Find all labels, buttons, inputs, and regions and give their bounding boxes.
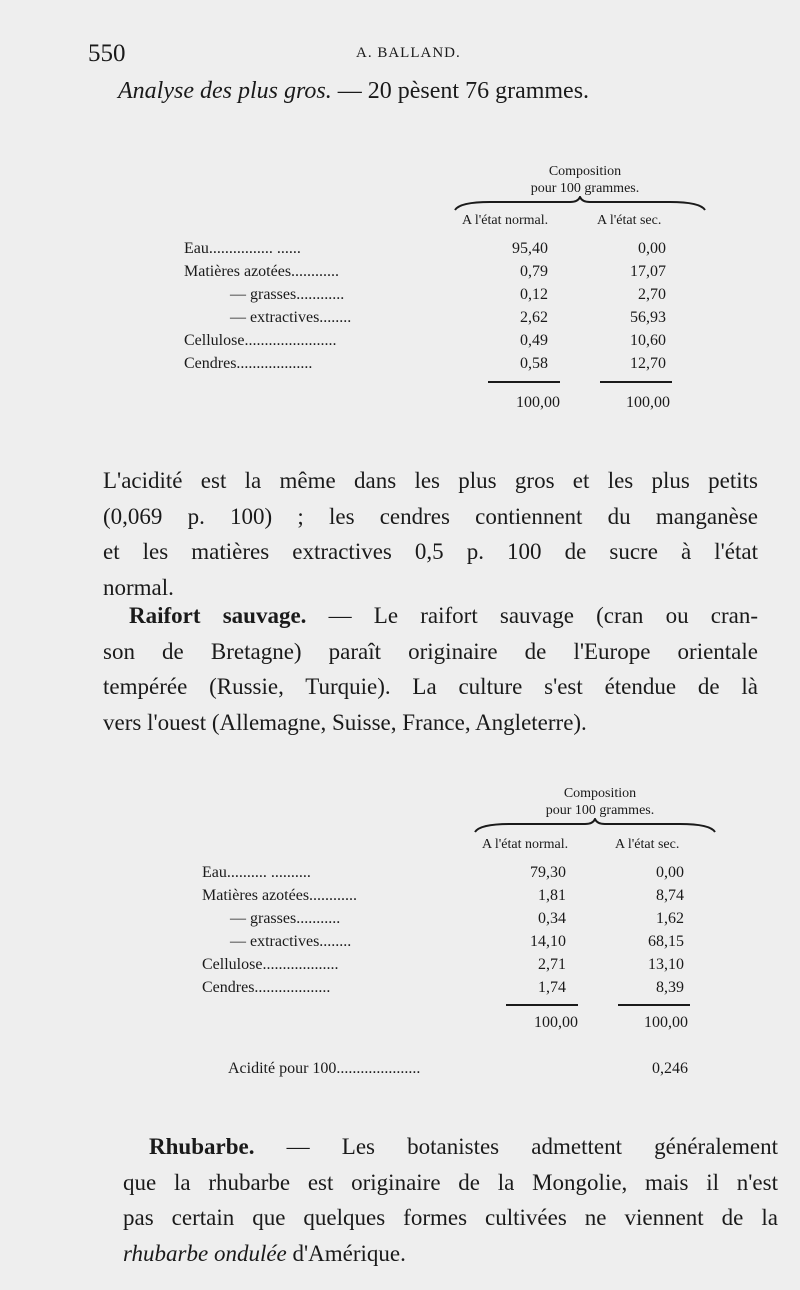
paragraph-line: L'acidité est la même dans les plus gros et les plus petits xyxy=(103,468,758,493)
paragraph-line: que la rhubarbe est originaire de la Mongolie, mais il n'est xyxy=(123,1169,778,1195)
table1-caption xyxy=(505,163,665,197)
table1-row-normal: 95,40 xyxy=(512,240,548,257)
table2-row-normal: 79,30 xyxy=(530,864,566,881)
table1-row-label: Eau................ ...... xyxy=(184,240,301,257)
table2-row-label: — extractives........ xyxy=(230,933,352,950)
intro-rest: — 20 pèsent 76 grammes. xyxy=(331,78,590,104)
paragraph-line-text: d'Amérique. xyxy=(286,1240,406,1266)
table1-row-normal: 0,12 xyxy=(520,286,548,303)
paragraph-line xyxy=(123,1129,778,1165)
section-title-raifort: Raifort sauvage. xyxy=(129,603,307,628)
table2-row-sec: 8,74 xyxy=(656,887,684,904)
paragraph-line: vers l'ouest (Allemagne, Suisse, France, Angleterre). xyxy=(103,709,587,735)
table2-row-sec: 1,62 xyxy=(656,910,684,927)
intro-line xyxy=(118,78,589,105)
section-title-rhubarbe: Rhubarbe. xyxy=(149,1134,255,1159)
italic-term: rhubarbe ondulée xyxy=(123,1240,287,1266)
table2-row-label: Cellulose................... xyxy=(202,956,339,973)
acidity-value: 0,246 xyxy=(652,1060,688,1077)
table1-col-normal: A l'état normal. xyxy=(462,213,549,228)
table1-row-sec: 12,70 xyxy=(630,355,666,372)
table2-row-label: Cendres................... xyxy=(202,979,331,996)
table1-row-normal: 2,62 xyxy=(520,309,548,326)
table2-row-label: Eau.......... .......... xyxy=(202,864,311,881)
table1-row-label: Cellulose....................... xyxy=(184,332,337,349)
table1-row-sec: 17,07 xyxy=(630,263,666,280)
table2-row-sec: 8,39 xyxy=(656,979,684,996)
table1-caption-line1: Composition xyxy=(548,164,622,179)
acidity-label: Acidité pour 100..................... xyxy=(228,1060,421,1077)
table2-brace xyxy=(470,818,720,836)
paragraph-line: pas certain que quelques formes cultivées ne viennent de la xyxy=(123,1205,778,1230)
table2-row-sec: 68,15 xyxy=(648,933,684,950)
table2-row-label: Matières azotées............ xyxy=(202,887,358,904)
paragraph-line: son de Bretagne) paraît originaire de l'Europe orientale xyxy=(103,638,758,664)
table2-col-normal: A l'état normal. xyxy=(482,837,569,852)
table2-row-normal: 2,71 xyxy=(538,956,566,973)
paragraph-line: et les matières extractives 0,5 p. 100 de sucre à l'état xyxy=(103,539,758,564)
table1-caption-line2: pour 100 grammes. xyxy=(530,181,640,196)
table2-row-normal: 1,74 xyxy=(538,979,566,996)
table2-caption xyxy=(520,785,680,819)
table1-total-sec: 100,00 xyxy=(626,394,670,411)
table1-row-sec: 0,00 xyxy=(638,240,666,257)
running-head: A. BALLAND. xyxy=(356,45,461,61)
table1-row-label: — extractives........ xyxy=(230,309,352,326)
table1-row-sec: 2,70 xyxy=(638,286,666,303)
paragraph-raifort xyxy=(103,598,758,740)
paragraph-rhubarbe xyxy=(123,1129,778,1271)
table1-row-sec: 56,93 xyxy=(630,309,666,326)
table1-total-rule-normal xyxy=(488,381,560,383)
page-number: 550 xyxy=(88,40,126,67)
table2-row-normal: 1,81 xyxy=(538,887,566,904)
table2-row-label: — grasses........... xyxy=(230,910,341,927)
intro-italic: Analyse des plus gros. xyxy=(118,78,332,104)
paragraph-acidity xyxy=(103,463,758,605)
table2-row-sec: 0,00 xyxy=(656,864,684,881)
table2-total-rule-normal xyxy=(506,1004,578,1006)
table1-row-normal: 0,58 xyxy=(520,355,548,372)
table2-total-sec: 100,00 xyxy=(644,1014,688,1031)
paragraph-line-text: — Les botanistes admettent généralement xyxy=(254,1134,778,1159)
table2-total-rule-sec xyxy=(618,1004,690,1006)
table1-col-sec: A l'état sec. xyxy=(597,213,662,228)
table1-row-normal: 0,49 xyxy=(520,332,548,349)
table1-total-normal: 100,00 xyxy=(516,394,560,411)
paragraph-line: (0,069 p. 100) ; les cendres contiennent du manganèse xyxy=(103,503,758,529)
table2-caption-line2: pour 100 grammes. xyxy=(545,803,655,818)
table2-row-normal: 14,10 xyxy=(530,933,566,950)
table2-total-normal: 100,00 xyxy=(534,1014,578,1031)
table2-caption-line1: Composition xyxy=(563,786,637,801)
paragraph-line-text: — Le raifort sauvage (cran ou cran- xyxy=(306,603,758,628)
paragraph-line: tempérée (Russie, Turquie). La culture s'est étendue de là xyxy=(103,674,758,699)
table2-row-normal: 0,34 xyxy=(538,910,566,927)
table1-row-label: Cendres................... xyxy=(184,355,313,372)
paragraph-line xyxy=(103,598,758,634)
table1-row-label: — grasses............ xyxy=(230,286,345,303)
table2-row-sec: 13,10 xyxy=(648,956,684,973)
table1-brace xyxy=(450,196,710,214)
paragraph-line xyxy=(123,1236,778,1272)
table2-col-sec: A l'état sec. xyxy=(615,837,680,852)
paragraph-line: normal. xyxy=(103,574,174,600)
table1-total-rule-sec xyxy=(600,381,672,383)
table1-row-normal: 0,79 xyxy=(520,263,548,280)
table1-row-sec: 10,60 xyxy=(630,332,666,349)
table1-row-label: Matières azotées............ xyxy=(184,263,340,280)
